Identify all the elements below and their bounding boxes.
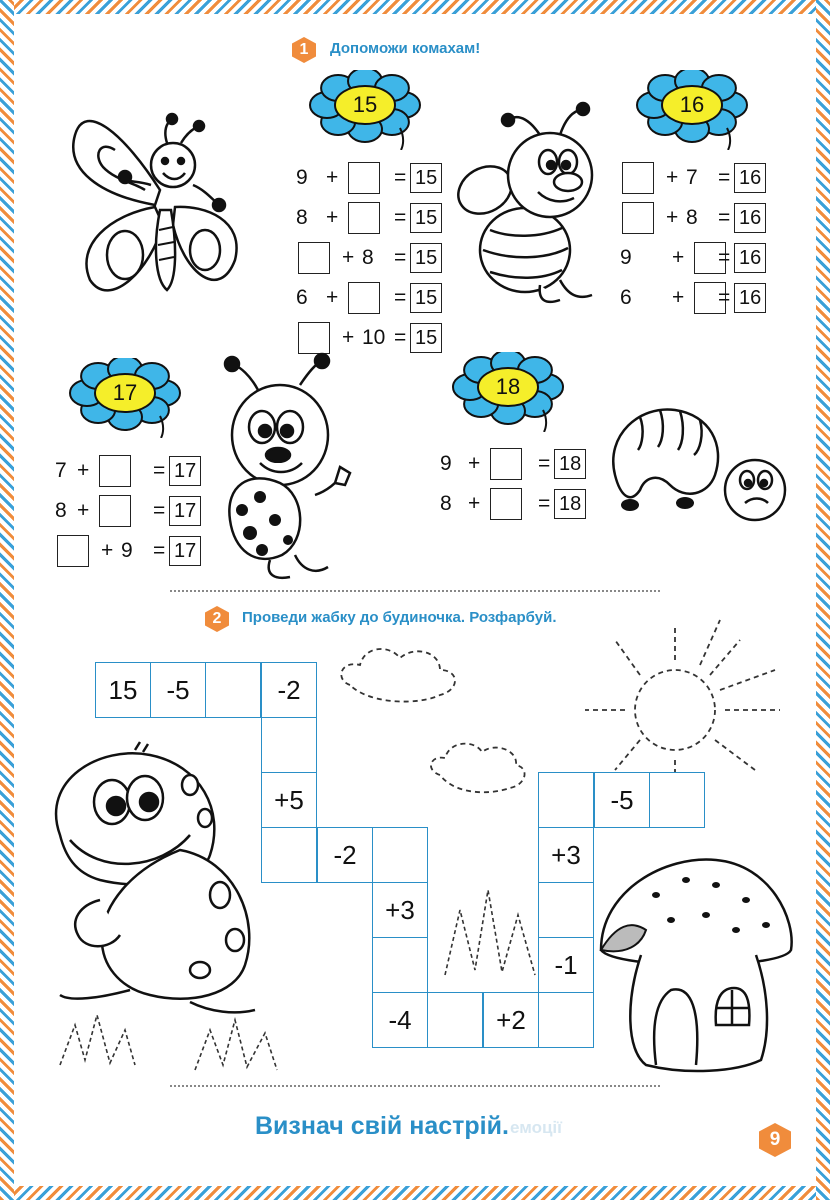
operator: +	[672, 286, 685, 309]
path-cell[interactable]	[649, 772, 705, 828]
equation-row	[620, 202, 770, 234]
flower-number: 15	[352, 92, 378, 117]
path-cell[interactable]	[538, 772, 594, 828]
equation-row	[55, 535, 205, 567]
equals-sign: =	[538, 492, 551, 515]
frog-illustration	[40, 740, 270, 1020]
operator: +	[666, 166, 679, 189]
addend: 9	[620, 246, 632, 269]
task-2-title: Проведи жабку до будиночка. Розфарбуй.	[242, 609, 557, 626]
operator: +	[666, 206, 679, 229]
path-cell: +5	[261, 772, 317, 828]
answer-box[interactable]	[622, 202, 654, 234]
equals-sign: =	[394, 246, 407, 269]
result-box: 16	[734, 243, 766, 273]
separator-line	[170, 590, 660, 592]
flower-16	[632, 70, 752, 150]
result-box: 17	[169, 496, 201, 526]
addend: 6	[620, 286, 632, 309]
addend: 7	[686, 166, 698, 189]
caterpillar-illustration	[600, 395, 790, 530]
equals-sign: =	[394, 166, 407, 189]
addend: 9	[440, 452, 452, 475]
flower-number: 16	[679, 92, 705, 117]
answer-box[interactable]	[490, 448, 522, 480]
path-cell: -2	[317, 827, 373, 883]
result-box: 15	[410, 323, 442, 353]
separator-line-bottom	[170, 1085, 660, 1087]
equation-row	[440, 488, 590, 520]
path-cell: +3	[538, 827, 594, 883]
equals-sign: =	[153, 539, 166, 562]
answer-box[interactable]	[99, 455, 131, 487]
operator: +	[342, 246, 355, 269]
answer-box[interactable]	[298, 322, 330, 354]
addend: 8	[686, 206, 698, 229]
operator: +	[77, 459, 90, 482]
equation-row	[296, 162, 446, 194]
path-cell: -5	[150, 662, 206, 718]
task-1-number: 1	[299, 41, 309, 58]
task-1-number-badge	[290, 36, 318, 64]
equals-sign: =	[394, 286, 407, 309]
equals-sign: =	[718, 246, 731, 269]
result-box: 15	[410, 283, 442, 313]
mushroom-house-illustration	[596, 850, 796, 1075]
addend: 8	[362, 246, 374, 269]
equals-sign: =	[153, 459, 166, 482]
flower-15	[305, 70, 425, 150]
answer-box[interactable]	[298, 242, 330, 274]
path-cell: +3	[372, 882, 428, 938]
result-box: 15	[410, 203, 442, 233]
path-cell: -1	[538, 937, 594, 993]
equals-sign: =	[394, 206, 407, 229]
path-cell[interactable]	[372, 937, 428, 993]
task-2-number-badge	[203, 605, 231, 633]
answer-box[interactable]	[622, 162, 654, 194]
equation-row	[620, 282, 770, 314]
result-box: 16	[734, 163, 766, 193]
path-cell: +2	[483, 992, 539, 1048]
operator: +	[326, 286, 339, 309]
path-cell: -4	[372, 992, 428, 1048]
bee-illustration	[450, 100, 610, 320]
path-cell[interactable]	[427, 992, 483, 1048]
result-box: 18	[554, 449, 586, 479]
task-2-number: 2	[212, 610, 222, 627]
addend: 9	[296, 166, 308, 189]
grass-illustration	[55, 1005, 285, 1075]
equals-sign: =	[153, 499, 166, 522]
addend: 8	[440, 492, 452, 515]
answer-box[interactable]	[348, 202, 380, 234]
equation-row	[296, 202, 446, 234]
answer-box[interactable]	[57, 535, 89, 567]
path-cell: -2	[261, 662, 317, 718]
equals-sign: =	[394, 326, 407, 349]
addend: 8	[55, 499, 67, 522]
equation-row	[55, 455, 205, 487]
result-box: 16	[734, 283, 766, 313]
equation-row	[296, 322, 446, 354]
addend: 8	[296, 206, 308, 229]
result-box: 17	[169, 456, 201, 486]
grass-center-illustration	[440, 880, 540, 980]
addend: 6	[296, 286, 308, 309]
task-1-title: Допоможи комахам!	[330, 40, 481, 57]
page-border-bottom	[0, 1186, 830, 1200]
equals-sign: =	[718, 206, 731, 229]
operator: +	[101, 539, 114, 562]
mood-title: Визнач свій настрій.	[255, 1112, 509, 1140]
page-number: 9	[769, 1129, 781, 1150]
equation-row	[620, 242, 770, 274]
mood-faded-label: емоції	[510, 1118, 562, 1137]
page-border-right	[816, 0, 830, 1200]
equation-row	[296, 282, 446, 314]
flower-18	[448, 352, 568, 432]
flower-number: 17	[112, 380, 138, 405]
butterfly-illustration	[55, 95, 280, 320]
result-box: 15	[410, 243, 442, 273]
path-cell: -5	[594, 772, 650, 828]
path-cell[interactable]	[205, 662, 261, 718]
addend: 9	[121, 539, 133, 562]
equation-row	[620, 162, 770, 194]
answer-box[interactable]	[348, 162, 380, 194]
addend: 10	[362, 326, 386, 349]
equation-row	[55, 495, 205, 527]
equation-row	[440, 448, 590, 480]
answer-box[interactable]	[99, 495, 131, 527]
addend: 7	[55, 459, 67, 482]
flower-number: 18	[495, 374, 521, 399]
path-cell[interactable]	[372, 827, 428, 883]
operator: +	[468, 492, 481, 515]
ladybug-illustration	[220, 355, 370, 590]
path-cell: 15	[95, 662, 151, 718]
result-box: 15	[410, 163, 442, 193]
path-cell[interactable]	[538, 882, 594, 938]
operator: +	[672, 246, 685, 269]
result-box: 16	[734, 203, 766, 233]
equals-sign: =	[718, 286, 731, 309]
operator: +	[326, 206, 339, 229]
equation-row	[296, 242, 446, 274]
flower-17	[65, 358, 185, 438]
answer-box[interactable]	[490, 488, 522, 520]
result-box: 17	[169, 536, 201, 566]
page-border-top	[0, 0, 830, 14]
operator: +	[468, 452, 481, 475]
operator: +	[77, 499, 90, 522]
operator: +	[342, 326, 355, 349]
answer-box[interactable]	[348, 282, 380, 314]
equals-sign: =	[538, 452, 551, 475]
result-box: 18	[554, 489, 586, 519]
equals-sign: =	[718, 166, 731, 189]
operator: +	[326, 166, 339, 189]
page-number-badge	[757, 1122, 793, 1158]
path-cell[interactable]	[538, 992, 594, 1048]
page-border-left	[0, 0, 14, 1200]
